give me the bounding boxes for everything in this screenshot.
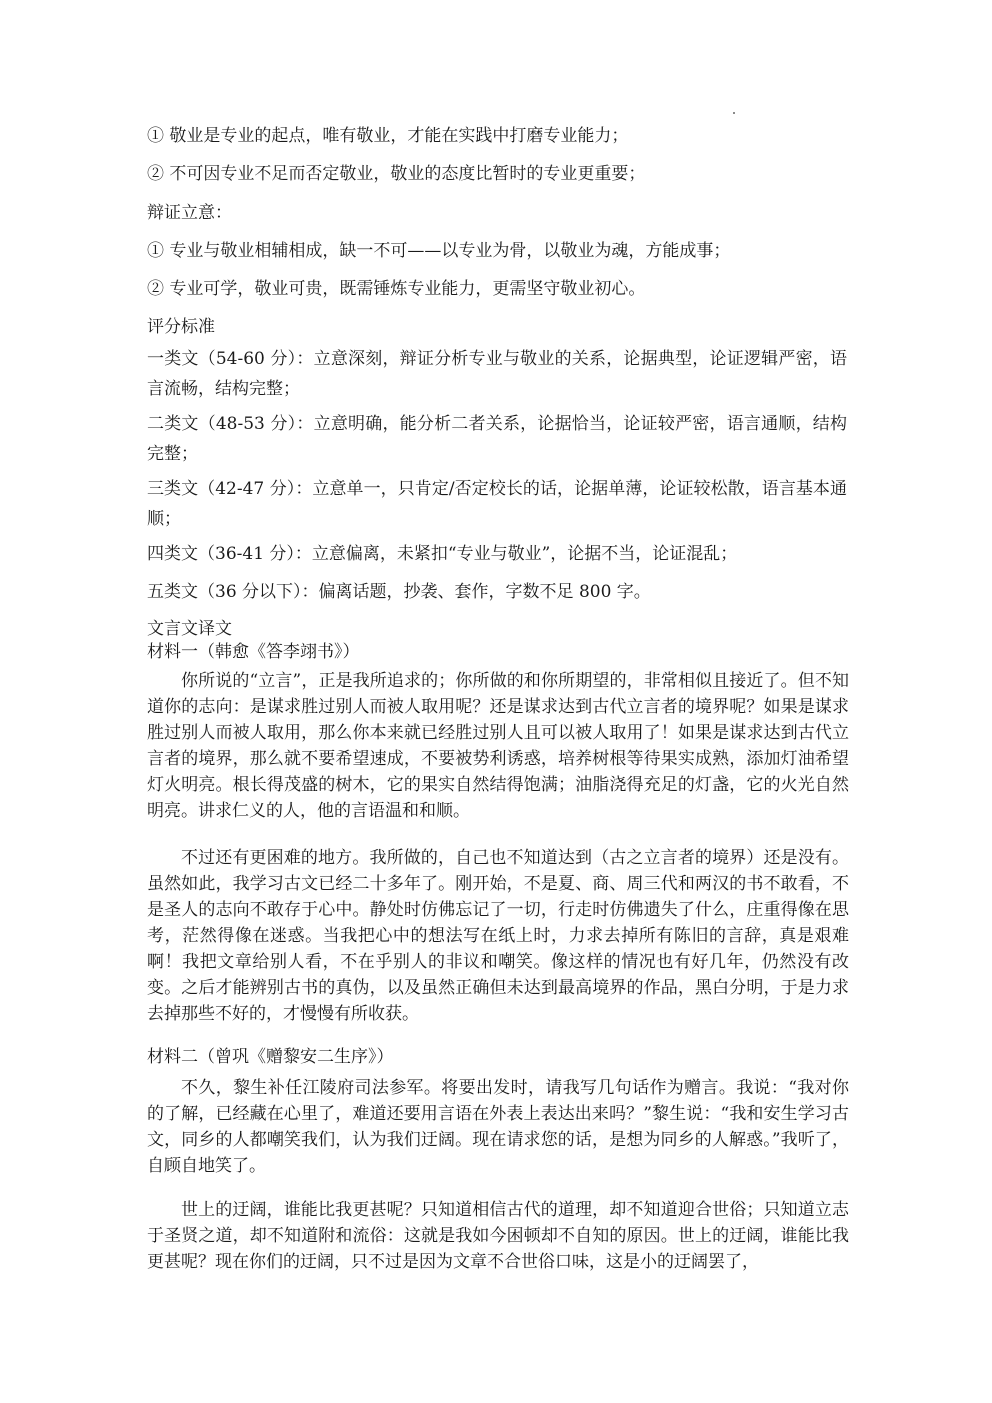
scoring-heading: 评分标准 (147, 317, 215, 337)
dialectic-item-1: ① 专业与敬业相辅相成，缺一不可——以专业为骨，以敬业为魂，方能成事； (147, 241, 731, 261)
translation-heading: 文言文译文 (147, 619, 232, 639)
scan-speck (733, 112, 735, 114)
material-1-title: 材料一（韩愈《答李翊书》） (147, 642, 360, 662)
intent-item-2: ② 不可因专业不足而否定敬业，敬业的态度比暂时的专业更重要； (147, 164, 646, 184)
material-2-paragraph-1: 不久，黎生补任江陵府司法参军。将要出发时，请我写几句话作为赠言。我说：“我对你的了解，已经藏在心里了，难道还要用言语在外表上表达出来吗？”黎生说：“我和安生学习古文，同乡的人都嘲笑我们，认为我们迂阔。现在请求您的话，是想为同乡的人解惑。”我听了，自顾自地笑了。 (147, 1078, 849, 1176)
material-1-paragraph-2: 不过还有更困难的地方。我所做的，自己也不知道达到（古之立言者的境界）还是没有。虽然如此，我学习古文已经二十多年了。刚开始，不是夏、商、周三代和两汉的书不敢看，不是圣人的志向不敢存于心中。静处时仿佛忘记了一切，行走时仿佛遗失了什么，庄重得像在思考，茫然得像在迷惑。当我把心中的想法写在纸上时，力求去掉所有陈旧的言辞，真是艰难啊！我把文章给别人看，不在乎别人的非议和嘲笑。像这样的情况也有好几年，仍然没有改变。之后才能辨别古书的真伪，以及虽然正确但未达到最高境界的作品，黑白分明，于是力求去掉那些不好的，才慢慢有所收获。 (147, 848, 849, 1024)
dialectic-item-2: ② 专业可学，敬业可贵，既需锤炼专业能力，更需坚守敬业初心。 (147, 279, 646, 299)
scoring-level-5: 五类文（36 分以下）：偏离话题，抄袭、套作，字数不足 800 字。 (147, 582, 651, 602)
material-1-paragraph-1: 你所说的“立言”，正是我所追求的；你所做的和你所期望的，非常相似且接近了。但不知道你的志向：是谋求胜过别人而被人取用呢？还是谋求达到古代立言者的境界呢？如果是谋求胜过别人而被人取用，那么你本来就已经胜过别人且可以被人取用了！如果是谋求达到古代立言者的境界，那么就不要希望速成，不要被势利诱惑，培养树根等待果实成熟，添加灯油希望灯火明亮。根长得茂盛的树木，它的果实自然结得饱满；油脂浇得充足的灯盏，它的火光自然明亮。讲求仁义的人，他的言语温和和顺。 (147, 671, 849, 821)
material-2-title: 材料二（曾巩《赠黎安二生序》） (147, 1047, 394, 1067)
scoring-level-3: 三类文（42-47 分）：立意单一，只肯定/否定校长的话，论据单薄，论证较松散，语言基本通顺； (147, 479, 847, 529)
intent-item-1: ① 敬业是专业的起点，唯有敬业，才能在实践中打磨专业能力； (147, 126, 629, 146)
scoring-level-2: 二类文（48-53 分）：立意明确，能分析二者关系，论据恰当，论证较严密，语言通顺，结构完整； (147, 414, 847, 464)
material-2-paragraph-2: 世上的迂阔，谁能比我更甚呢？只知道相信古代的道理，却不知道迎合世俗；只知道立志于圣贤之道，却不知道附和流俗：这就是我如今困顿却不自知的原因。世上的迂阔，谁能比我更甚呢？现在你们的迂阔，只不过是因为文章不合世俗口味，这是小的迂阔罢了， (147, 1200, 849, 1272)
scoring-level-4: 四类文（36-41 分）：立意偏离，未紧扣“专业与敬业”，论据不当，论证混乱； (147, 544, 738, 564)
dialectic-heading: 辩证立意： (147, 203, 232, 223)
scoring-level-1: 一类文（54-60 分）：立意深刻，辩证分析专业与敬业的关系，论据典型，论证逻辑严密，语言流畅，结构完整； (147, 349, 847, 399)
